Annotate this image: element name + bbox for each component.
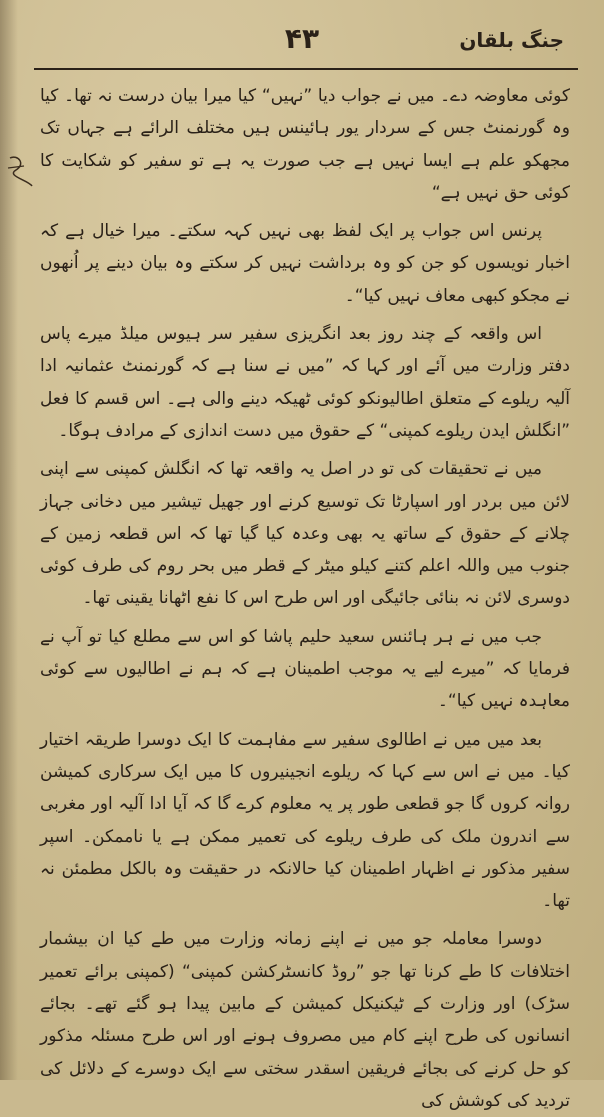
paragraph: جب میں نے ہر ہائنس سعید حلیم پاشا کو اس سے مطلع کیا تو آپ نے فرمایا کہ ”میرے لیے یہ موجب اطمینان ہے کہ ہم نے اطالیوں سے کوئی معاہدہ نہیں کیا“۔ <box>40 626 570 712</box>
page-body <box>40 80 570 1111</box>
paragraph: اس واقعہ کے چند روز بعد انگریزی سفیر سر ہیوس میلڈ میرے پاس دفتر وزارت میں آئے اور کہا کہ ”میں نے سنا ہے کہ گورنمنٹ عثمانیہ ادا آلیہ ریلوے کے متعلق اطالیونکو کوئی ٹھیکہ دینے والی ہے۔ اس قسم کا فعل ”انگلش ایدن ریلوے کمپنی“ کے حقوق میں دست اندازی کے مرادف ہوگا۔ <box>40 324 570 441</box>
paragraph: بعد میں میں نے اطالوی سفیر سے مفاہمت کا ایک دوسرا طریقہ اختیار کیا۔ میں نے اس سے کہا کہ ریلوے انجینیروں کا میں ایک سرکاری کمیشن روانہ کروں گا جو قطعی طور پر یہ معلوم کرے گا کہ آیا ادا آلیہ اور مغربی سے اندرون ملک کی طرف ریلوے کی تعمیر ممکن ہے یا ناممکن۔ اسپر سفیر مذکور نے اظہار اطمینان کیا حالانکہ در حقیقت وہ بالکل مطمئن نہ تھا۔ <box>40 729 570 912</box>
paragraph: پرنس اس جواب پر ایک لفظ بھی نہیں کہہ سکتے۔ میرا خیال ہے کہ اخبار نویسوں کو جن کو وہ برداشت نہیں کر سکتے وہ بیان دینے پر اُنھوں نے مجکو کبھی معاف نہیں کیا“۔ <box>40 221 570 306</box>
page-header <box>40 22 564 62</box>
page-number: ۴۳ <box>284 22 320 55</box>
paragraph: میں نے تحقیقات کی تو در اصل یہ واقعہ تھا کہ انگلش کمپنی سے اپنی لائن میں بردر اور اسپارٹا تک توسیع کرنے اور جھیل تیشیر میں دخانی جہاز چلانے کے حقوق کے ساتھ یہ بھی وعدہ کیا گیا تھا کہ اس قطعہ زمین کے جنوب میں واللہ اعلم کتنے کیلو میٹر کے قطر میں بحر روم کی طرف کوئی دوسری لائن نہ بنائی جائیگی اور اس طرح اس کا نفع اٹھانا یقینی تھا۔ <box>40 459 570 609</box>
pen-scribble-icon <box>6 150 36 190</box>
paragraph: دوسرا معاملہ جو میں نے اپنے زمانہ وزارت میں طے کیا ان بیشمار اختلافات کا طے کرنا تھا جو ”روڈ کانسٹرکشن کمپنی“ (کمپنی برائے تعمیر سڑک) اور وزارت کے ٹیکنیکل کمیشن کے مابین پیدا ہو گئے تھے۔ بجائے انسانوں کی طرح اپنے کام میں مصروف ہونے اور اس طرح مسئلہ مذکور کو حل کرنے کی بجائے فریقین اسقدر سختی سے ایک دوسرے کے دلائل کی تردید کی کوشش کی <box>40 929 570 1111</box>
running-title: جنگ بلقان <box>459 28 564 52</box>
paragraph: کوئی معاوضہ دے۔ میں نے جواب دیا ”نہیں“ کیا میرا بیان درست نہ تھا۔ کیا وہ گورنمنٹ جس کے سردار یور ہائینس ہیں مختلف الرائے ہے جہاں تک مجھکو علم ہے ایسا نہیں ہے جب صورت یہ ہے تو سفیر کو شکایت کا کوئی حق نہیں ہے“ <box>40 86 570 203</box>
header-rule <box>34 68 578 70</box>
